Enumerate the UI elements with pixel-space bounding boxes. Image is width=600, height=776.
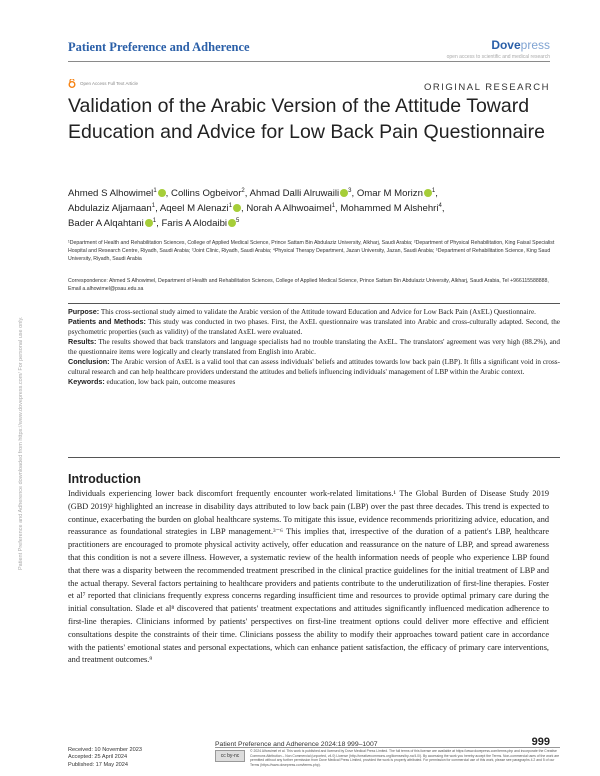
author-6[interactable]: Aqeel M Alenazi$^1$ [160, 203, 241, 214]
brand-main: Dove [491, 38, 521, 52]
article-title: Validation of the Arabic Version of the Attitude Toward Education and Advice for Low Back Pain Questionnaire [68, 95, 545, 143]
intro-heading: Introduction [68, 472, 141, 486]
author-7[interactable]: Norah A Alhwoaimel$^1$ [246, 203, 336, 215]
abstract-conclusion: Conclusion: The Arabic version of AxEL is a valid tool that can assess individuals' beliefs and attitudes towards low back pain (LBP). It fills a significant void in cross-cultural research and can help healthcare providers understand the attitudes and beliefs influencing individuals' management of LBP within the Arabic context. [68, 357, 560, 376]
abstract [68, 307, 560, 387]
orcid-icon[interactable] [158, 189, 166, 197]
page-number: 999 [531, 736, 550, 748]
cc-label: cc by-nc [220, 753, 240, 759]
author-8[interactable]: Mohammed M Alshehri$^4$ [340, 203, 442, 215]
section-label: ORIGINAL RESEARCH [424, 82, 550, 93]
brand-tagline: open access to scientific and medical research [446, 54, 550, 60]
orcid-icon[interactable] [340, 189, 348, 197]
accepted-date: Accepted: 25 April 2024 [68, 754, 128, 761]
abstract-keywords: Keywords: education, low back pain, outcome measures [68, 377, 236, 386]
orcid-icon[interactable] [145, 219, 153, 227]
article-dates [68, 747, 142, 769]
header-divider [68, 61, 550, 62]
author-10[interactable]: Faris A Alodaibi $^5$ [161, 218, 240, 230]
brand-accent: press [520, 38, 550, 52]
author-3[interactable]: Ahmad Dalli Alruwaili $^3$ [249, 188, 352, 199]
abstract-methods: Patients and Methods: This study was conducted in two phases. First, the AxEL questionnaire was translated into Arabic and cross-culturally adapted. Second, the psychometric properties (such as validity) of the translated AxEL were evaluated. [68, 317, 560, 336]
abstract-results: Results: The results showed that back translators and language specialists had no trouble translating the AxEL. The translators' agreement was very high (88.2%), and the questionnaire items were logically and clearly translated from English into Arabic. [68, 337, 560, 356]
open-access-badge [68, 79, 138, 88]
received-date: Received: 10 November 2023 [68, 747, 143, 753]
published-date: Published: 17 May 2024 [68, 761, 129, 768]
cc-license-badge[interactable] [215, 750, 245, 762]
author-9[interactable]: Bader A Alqahtani $^1$ [68, 218, 157, 230]
abstract-purpose: Purpose: This cross-sectional study aimed to validate the Arabic version of the Attitude toward Education and Advice for Low Back Pain (AxEL) Questionnaire. [68, 307, 536, 316]
intro-paragraph: Individuals experiencing lower back discomfort frequently encounter work-related limitations.¹ The Global Burden of Disease Study 2019 (GBD 2019)² highlighted an increase in disability days attributed to low back pain (LBP) over the past three decades. This trend is expected to continue, exacerbating the burden on global healthcare systems. To mitigate this issue, evidence recommends prioritizing advice, education, and reassurance as foundational strategies in LBP management.³⁻⁶ This implies that, irrespective of the duration of a patient's LBP, healthcare practitioners are encouraged to promote physical activity actively, offer education and reassurance on the nature of LBP, and spread awareness that this condition is not a severe illness. However, a systematic review of the health information needs of people who experience LBP found that there was a disparity between the recommended treatment prescribed in the clinical practice guidelines for the initial treatment of LBP and the actual therapy. Several factors pertaining to healthcare providers and patients contribute to the underutilization of first-line therapies. Foster et al⁷ reported that clinicians frequently express concerns regarding insufficient time and resources to provide optimal primary care during the initial consultation. Slade et al⁸ discovered that patients' treatment expectations and attitudes significantly influenced medication adherence to first-line therapies. Clinicians informed by patients' perspectives on first-line treatment options could deliver more effective and efficient consultations despite the constraints of their time. Clinicians possess the ability to modify their approaches toward patient care in accordance with the patients' emotional states and personal expectations, which can enhance patient satisfaction, the efficacy of primary care interventions, and treatment outcomes.⁹ [68, 489, 549, 665]
publisher-logo [447, 38, 550, 60]
side-note: Patient Preference and Adherence downloaded from https://www.dovepress.com/ For personal use only. [18, 316, 24, 570]
open-access-icon [68, 79, 76, 88]
footer-divider [215, 747, 560, 748]
footer-journal-ref: Patient Preference and Adherence 2024:18 999–1007 [215, 741, 378, 748]
author-4[interactable]: Omar M Morizn $^1$ [356, 188, 436, 199]
author-2[interactable]: Collins Ogbeivor$^2$ [171, 188, 245, 199]
author-5[interactable]: Abdulaziz Aljamaan$^1$ [68, 203, 156, 215]
affiliations: ¹Department of Health and Rehabilitation Sciences, College of Applied Medical Science, Prince Sattam Bin Abdulaziz University, Alkharj, Saudi Arabia; ²Department of Physical Rehabilitation, King Faisal Specialist Hospital and Research Centre, Riyadh, Saudi Arabia; ³Joint Clinic, Riyadh, Saudi Arabia; ⁴Physical Therapy Department, Jazan University, Jazan, Saudi Arabia; ⁵Department of Rehabilitation Science, King Saud University, Riyadh, Saudi Arabia [68, 240, 555, 263]
journal-name: Patient Preference and Adherence [68, 40, 250, 54]
intro-body [68, 488, 549, 667]
orcid-icon[interactable] [233, 204, 241, 212]
author-list: Ahmed S Alhowimel$^1$ , Collins Ogbeivor$^2$, Ahmad Dalli Alruwaili $^3$, Omar M Morizn $^1$, Abdulaziz Aljamaan$^1$, Aqeel M Alenazi$^1$ , Norah A Alhwoaimel$^1$, Mohammed M Alshehri$^4$, Bader A Alqahtani $^1$, Faris A Alodaibi $^5$ [68, 188, 445, 230]
license-text: © 2024 Alhowimel et al. This work is published and licensed by Dove Medical Press Limited. The full terms of this license are available at https://www.dovepress.com/terms.php and incorporate the Creative Commons Attribution – Non Commercial (unported, v4.0) License (http://creativecommons.org/licenses/by-nc/4.0/). By accessing the work you hereby accept the Terms. Non-commercial uses of the work are permitted without any further permission from Dove Medical Press Limited, provided the work is properly attributed. For permission for commercial use of this work, please see paragraphs 4.2 and 5 of our Terms (https://www.dovepress.com/terms.php). [250, 749, 560, 767]
abstract-bottom-divider [68, 457, 560, 458]
author-1[interactable]: Ahmed S Alhowimel$^1$ [68, 188, 166, 199]
open-access-label: Open Access Full Text Article [80, 81, 138, 86]
orcid-icon[interactable] [424, 189, 432, 197]
orcid-icon[interactable] [228, 219, 236, 227]
correspondence: Correspondence: Ahmed S Alhowimel, Department of Health and Rehabilitation Sciences, College of Applied Medical Science, Prince Sattam Bin Abdulaziz University, Alkharj, Saudi Arabia, Tel +966115588888, Email a.alhowimel@psau.edu.sa [68, 278, 549, 293]
abstract-top-divider [68, 303, 560, 304]
